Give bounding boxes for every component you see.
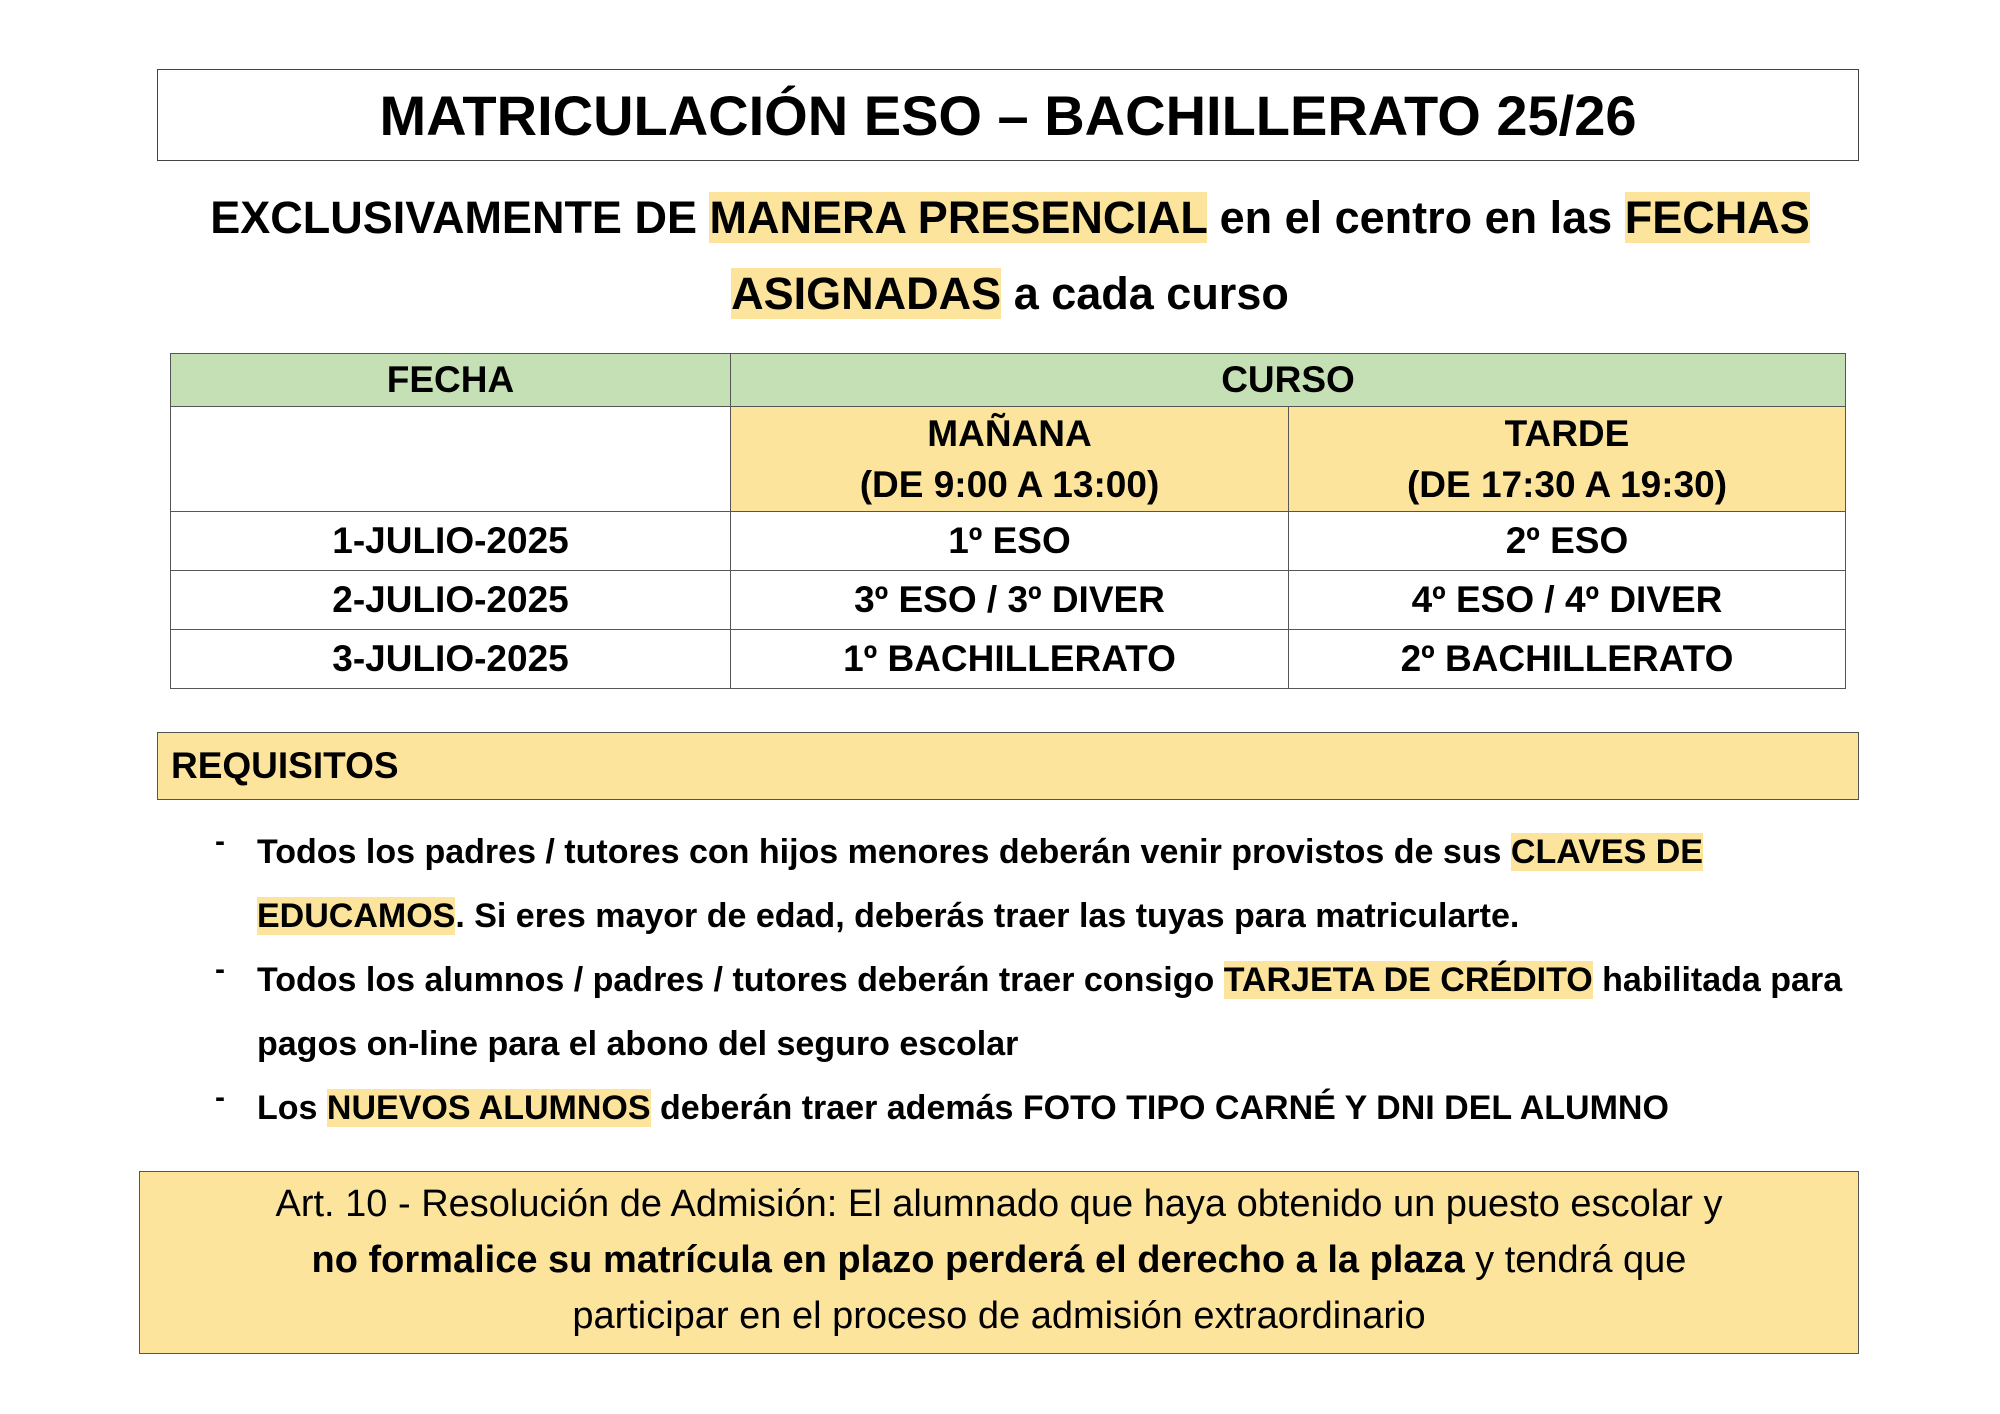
subtitle bbox=[140, 180, 1880, 332]
note-line1: Art. 10 - Resolución de Admisión: El alumnado que haya obtenido un puesto escolar y bbox=[275, 1183, 1723, 1225]
admission-note bbox=[139, 1171, 1859, 1354]
requisitos-heading-text: REQUISITOS bbox=[171, 745, 399, 786]
req-text-before: Todos los alumnos / padres / tutores deberán traer consigo bbox=[257, 961, 1215, 999]
req-highlight-claves: CLAVES DE EDUCAMOS bbox=[257, 833, 1703, 935]
tarde-label: TARDE bbox=[1504, 413, 1630, 454]
note-bold: no formalice su matrícula en plazo perderá el derecho a la plaza bbox=[311, 1239, 1465, 1281]
schedule-subheader-row bbox=[171, 407, 1846, 512]
req-highlight-tarjeta: TARJETA DE CRÉDITO bbox=[1223, 961, 1593, 999]
page-title bbox=[157, 69, 1859, 161]
subtitle-part2: en el centro en las bbox=[1219, 192, 1613, 243]
schedule-table bbox=[170, 353, 1846, 689]
requisitos-list bbox=[210, 820, 1860, 1140]
schedule-header-row bbox=[171, 354, 1846, 407]
header-fecha: FECHA bbox=[171, 354, 731, 407]
note-line2 bbox=[140, 1232, 1858, 1288]
subtitle-part1: EXCLUSIVAMENTE DE bbox=[210, 192, 697, 243]
row-manana: 1º BACHILLERATO bbox=[731, 630, 1289, 689]
header-curso: CURSO bbox=[731, 354, 1846, 407]
list-dash: - bbox=[215, 825, 225, 858]
subtitle-highlight-presencial: MANERA PRESENCIAL bbox=[709, 192, 1208, 243]
page-title-text: MATRICULACIÓN ESO – BACHILLERATO 25/26 bbox=[379, 83, 1637, 147]
list-item bbox=[210, 1076, 1860, 1140]
list-dash: - bbox=[215, 1081, 225, 1114]
table-row bbox=[171, 630, 1846, 689]
row-fecha: 2-JULIO-2025 bbox=[171, 571, 731, 630]
table-row bbox=[171, 571, 1846, 630]
row-tarde: 2º BACHILLERATO bbox=[1289, 630, 1846, 689]
note-line3: participar en el proceso de admisión extraordinario bbox=[572, 1295, 1426, 1337]
list-item bbox=[210, 948, 1860, 1076]
subheader-tarde bbox=[1289, 407, 1846, 512]
requisitos-heading bbox=[157, 732, 1859, 800]
subheader-empty bbox=[171, 407, 731, 512]
tarde-hours: (DE 17:30 A 19:30) bbox=[1406, 464, 1728, 505]
req-text-after: habilitada para pagos on-line para el abono del seguro escolar bbox=[257, 961, 1843, 1063]
row-manana: 1º ESO bbox=[731, 512, 1289, 571]
row-fecha: 1-JULIO-2025 bbox=[171, 512, 731, 571]
list-item bbox=[210, 820, 1860, 948]
note-line2-rest: y tendrá que bbox=[1475, 1239, 1687, 1281]
subtitle-highlight-fechas: FECHAS ASIGNADAS bbox=[731, 192, 1810, 319]
req-text-after: . Si eres mayor de edad, deberás traer las tuyas para matricularte. bbox=[455, 897, 1520, 935]
req-text-before: Los bbox=[257, 1089, 318, 1127]
table-row bbox=[171, 512, 1846, 571]
req-highlight-nuevos: NUEVOS ALUMNOS bbox=[326, 1089, 651, 1127]
row-tarde: 4º ESO / 4º DIVER bbox=[1289, 571, 1846, 630]
req-text-before: Todos los padres / tutores con hijos menores deberán venir provistos de sus bbox=[257, 833, 1502, 871]
list-dash: - bbox=[215, 953, 225, 986]
req-text-after: deberán traer además FOTO TIPO CARNÉ Y DNI DEL ALUMNO bbox=[660, 1089, 1669, 1127]
subtitle-part3: a cada curso bbox=[1013, 268, 1289, 319]
row-tarde: 2º ESO bbox=[1289, 512, 1846, 571]
subheader-manana bbox=[731, 407, 1289, 512]
manana-label: MAÑANA bbox=[927, 413, 1092, 454]
manana-hours: (DE 9:00 A 13:00) bbox=[859, 464, 1160, 505]
row-fecha: 3-JULIO-2025 bbox=[171, 630, 731, 689]
row-manana: 3º ESO / 3º DIVER bbox=[731, 571, 1289, 630]
